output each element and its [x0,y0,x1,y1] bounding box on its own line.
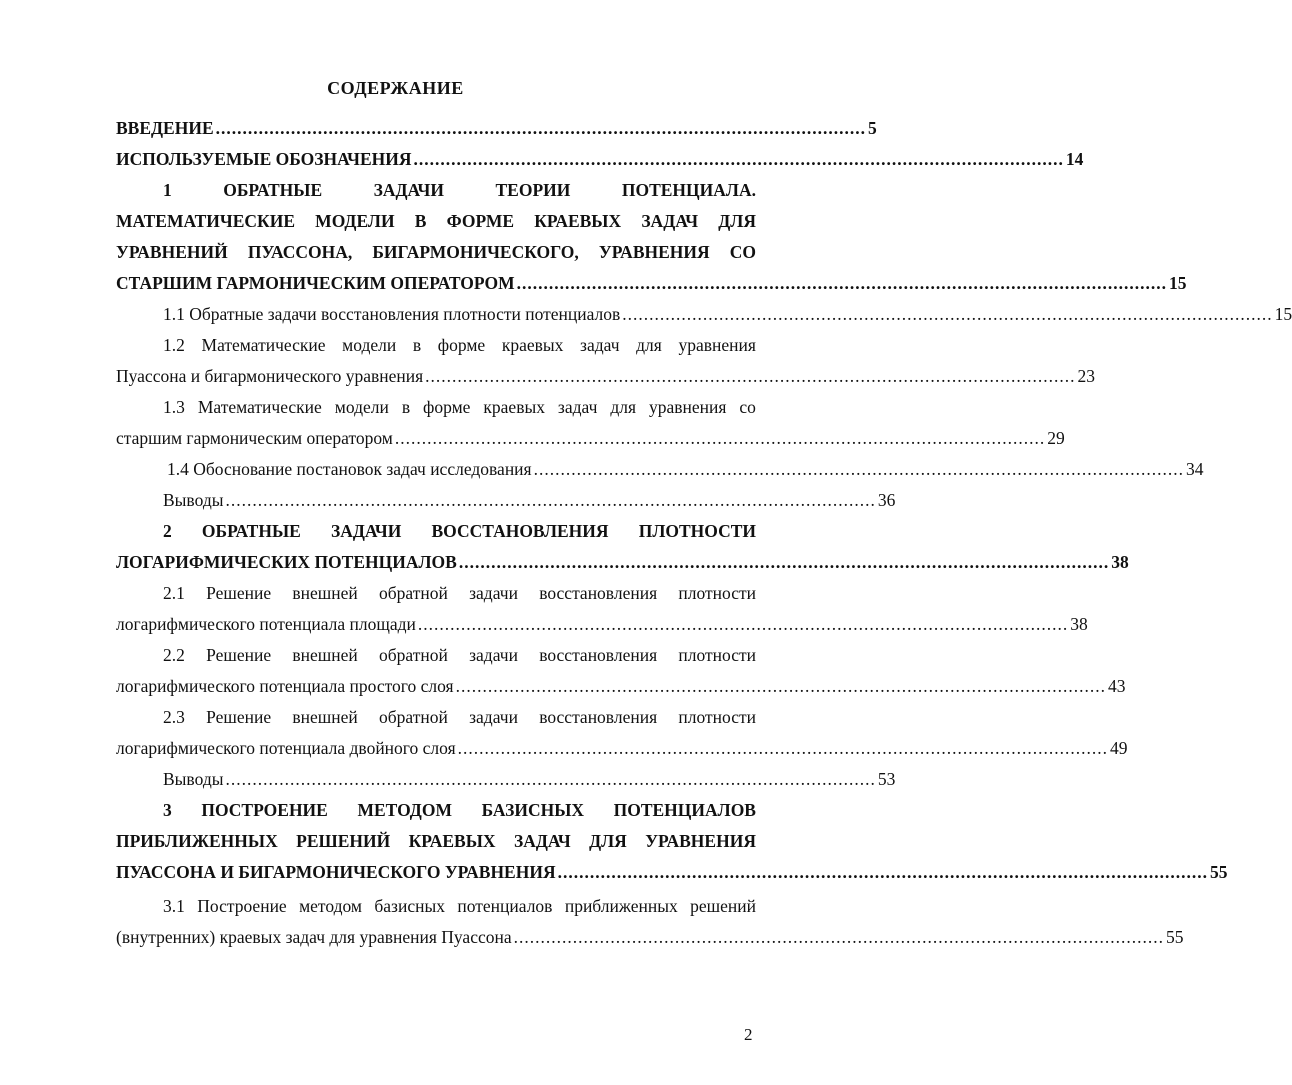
word: уравнения [648,397,727,417]
word: форме [423,397,471,417]
word: задачи [469,645,518,665]
toc-section-2-2-line-2[interactable] [116,672,1126,700]
word: Решение [206,707,272,727]
word: обратной [379,707,448,727]
toc-chapter-3-line-1[interactable] [163,796,756,824]
entry-page: 34 [1185,459,1204,479]
toc-section-3-1-line-1[interactable] [163,892,756,920]
entry-page: 38 [1070,614,1088,634]
word: ДЛЯ [589,831,627,851]
leader-dots: ......................................................................................................................... [413,149,1064,169]
leader-dots: ......................................................................................................................... [394,428,1046,448]
word: восстановления [539,583,658,603]
entry-page: 49 [1110,738,1128,758]
word: 1.2 [163,335,185,355]
entry-text: ВВЕДЕНИЕ [116,118,214,138]
word: задачи [469,583,518,603]
word: ПРИБЛИЖЕННЫХ [116,831,278,851]
word: БАЗИСНЫХ [481,800,585,820]
word: форме [437,335,486,355]
word: решений [690,896,756,916]
entry-page: 55 [1209,862,1228,882]
leader-dots: ......................................................................................................................... [533,459,1184,479]
word: Математические [201,335,326,355]
toc-section-1-4[interactable] [167,455,1204,483]
toc-conclusions-1[interactable] [163,486,896,514]
toc-chapter-3-line-3[interactable] [116,858,1228,886]
toc-section-2-1-line-1[interactable] [163,579,756,607]
word: 3 [163,800,172,820]
word: краевых [483,397,545,417]
entry-text: логарифмического потенциала двойного слоя [116,738,456,758]
word: потенциалов [457,896,553,916]
word: краевых [501,335,564,355]
toc-chapter-2-line-2[interactable] [116,548,1129,576]
entry-page: 38 [1111,552,1129,572]
word: Построение [197,896,287,916]
toc-section-3-1-line-2[interactable] [116,923,1184,951]
word: ЗАДАЧИ [373,180,444,200]
word: в [401,397,411,417]
entry-text: ПУАССОНА И БИГАРМОНИЧЕСКОГО УРАВНЕНИЯ [116,862,556,882]
word: базисных [374,896,445,916]
entry-page: 53 [877,769,896,789]
word: МАТЕМАТИЧЕСКИЕ [116,211,295,231]
word: ПОТЕНЦИАЛА. [621,180,756,200]
toc-section-1-1[interactable] [163,300,1292,328]
word: ПЛОТНОСТИ [638,521,756,541]
word: Решение [206,645,272,665]
word: 1.3 [163,397,185,417]
word: 2.3 [163,707,185,727]
toc-section-2-1-line-2[interactable] [116,610,1088,638]
leader-dots: ......................................................................................................................... [455,676,1106,696]
entry-page: 55 [1166,927,1184,947]
word: ТЕОРИИ [495,180,571,200]
word: Математические [197,397,322,417]
toc-entry-intro[interactable] [116,114,877,142]
word: плотности [678,707,756,727]
entry-page: 5 [868,118,877,138]
leader-dots: ......................................................................................................................... [225,769,876,789]
toc-conclusions-2[interactable] [163,765,896,793]
leader-dots: ......................................................................................................................... [458,552,1110,572]
entry-page: 29 [1047,428,1065,448]
leader-dots: ......................................................................................................................... [513,927,1164,947]
word: модели [342,335,397,355]
toc-section-1-2-line-2[interactable] [116,362,1096,390]
toc-entry-notation[interactable] [116,145,1084,173]
page-number: 2 [744,1025,753,1044]
leader-dots: ......................................................................................................................... [215,118,867,138]
toc-section-1-3-line-1[interactable] [163,393,756,421]
word: обратной [379,645,448,665]
word: КРАЕВЫХ [408,831,496,851]
word: внешней [292,645,358,665]
entry-page: 43 [1107,676,1126,696]
word: задачи [469,707,518,727]
word: методом [299,896,362,916]
word: внешней [292,707,358,727]
word: ФОРМЕ [446,211,515,231]
toc-chapter-3-line-2[interactable] [116,827,756,855]
word: восстановления [539,645,658,665]
word: В [414,211,427,231]
toc-chapter-2-line-1[interactable] [163,517,756,545]
word: задач [557,397,598,417]
word: со [739,397,756,417]
toc-section-2-3-line-1[interactable] [163,703,756,731]
entry-page: 14 [1065,149,1084,169]
entry-text: 1.4 Обоснование постановок задач исследования [167,459,532,479]
leader-dots: ......................................................................................................................... [557,862,1208,882]
entry-text: Пуассона и бигармонического уравнения [116,366,424,386]
word: плотности [678,583,756,603]
entry-text: Выводы [163,490,224,510]
word: РЕШЕНИЙ [296,831,391,851]
entry-text: старшим гармоническим оператором [116,428,393,448]
toc-section-1-2-line-1[interactable] [163,331,756,359]
word: задач [580,335,620,355]
leader-dots: ......................................................................................................................... [417,614,1069,634]
leader-dots: ......................................................................................................................... [425,366,1076,386]
entry-text: СТАРШИМ ГАРМОНИЧЕСКИМ ОПЕРАТОРОМ [116,273,515,293]
toc-section-2-2-line-1[interactable] [163,641,756,669]
word: БИГАРМОНИЧЕСКОГО, [372,242,579,262]
entry-text: логарифмического потенциала простого слоя [116,676,454,696]
word: для [636,335,662,355]
toc-chapter-1-line-4[interactable] [116,269,1187,297]
entry-page: 15 [1169,273,1187,293]
word: УРАВНЕНИЯ [645,831,756,851]
word: 2.1 [163,583,185,603]
word: ДЛЯ [718,211,756,231]
leader-dots: ......................................................................................................................... [457,738,1109,758]
toc-chapter-1-line-3[interactable] [116,238,756,266]
word: КРАЕВЫХ [534,211,622,231]
word: МОДЕЛИ [315,211,395,231]
entry-text: Выводы [163,769,224,789]
word: ПОТЕНЦИАЛОВ [613,800,756,820]
word: приближенных [564,896,678,916]
word: ЗАДАЧ [513,831,571,851]
word: ВОССТАНОВЛЕНИЯ [431,521,609,541]
word: для [610,397,637,417]
word: ПУАССОНА, [247,242,353,262]
word: МЕТОДОМ [357,800,452,820]
word: УРАВНЕНИЙ [116,242,228,262]
entry-text: 1.1 Обратные задачи восстановления плотности потенциалов [163,304,621,324]
word: восстановления [539,707,658,727]
word: внешней [292,583,358,603]
toc-title: СОДЕРЖАНИЕ [327,78,464,98]
word: ПОСТРОЕНИЕ [201,800,328,820]
toc-chapter-1-line-1[interactable] [163,176,756,204]
toc-chapter-1-line-2[interactable] [116,207,756,235]
word: Решение [206,583,272,603]
word: плотности [678,645,756,665]
word: в [412,335,422,355]
word: модели [334,397,389,417]
entry-text: логарифмического потенциала площади [116,614,416,634]
entry-page: 36 [877,490,896,510]
word: ЗАДАЧ [641,211,699,231]
toc-section-1-3-line-2[interactable] [116,424,1065,452]
toc-section-2-3-line-2[interactable] [116,734,1128,762]
entry-text: (внутренних) краевых задач для уравнения Пуассона [116,927,512,947]
entry-text: ИСПОЛЬЗУЕМЫЕ ОБОЗНАЧЕНИЯ [116,149,412,169]
word: обратной [379,583,448,603]
word: ОБРАТНЫЕ [201,521,301,541]
word: 2.2 [163,645,185,665]
word: УРАВНЕНИЯ [598,242,710,262]
entry-page: 15 [1274,304,1292,324]
leader-dots: ......................................................................................................................... [516,273,1168,293]
entry-text: ЛОГАРИФМИЧЕСКИХ ПОТЕНЦИАЛОВ [116,552,457,572]
word: ЗАДАЧИ [330,521,402,541]
word: 1 [163,180,172,200]
entry-page: 23 [1077,366,1096,386]
word: 3.1 [163,896,185,916]
word: 2 [163,521,172,541]
word: уравнения [678,335,756,355]
leader-dots: ......................................................................................................................... [622,304,1273,324]
word: ОБРАТНЫЕ [223,180,323,200]
leader-dots: ......................................................................................................................... [225,490,876,510]
word: СО [729,242,756,262]
